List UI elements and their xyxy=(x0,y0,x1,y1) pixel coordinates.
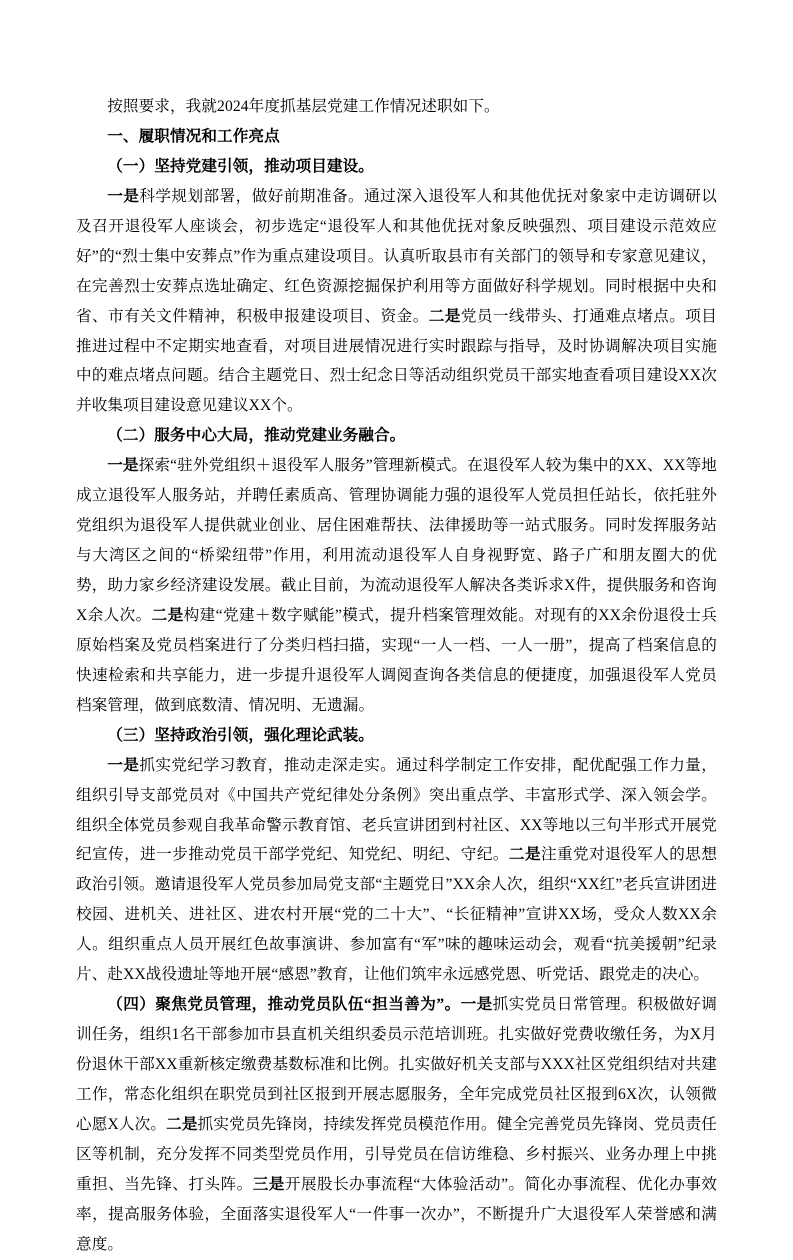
text-run: 注重党对退役军人的思想政治引领。邀请退役军人党员参加局党支部“主题党日”XX余人次，组织“XX红”老兵宣讲团进校园、进机关、进社区、进农村开展“党的二十大”、“长征精神”宣讲XX场，受众人数XX余人。组织重点人员开展红色故事演讲、参加富有“军”味的趣味运动会，观看“抗美援朝”纪录片、赴XX战役遗址等地开展“感恩”教育，让他们筑牢永远感党恩、听党话、跟党走的决心。 xyxy=(76,846,718,984)
document-body xyxy=(76,92,717,1260)
text-run: 一是 xyxy=(107,187,140,205)
paragraph-heading-1 xyxy=(76,122,717,152)
text-run: 三是 xyxy=(252,1175,285,1193)
paragraph-heading-1-2 xyxy=(76,421,717,451)
paragraph-para-1-1 xyxy=(76,182,717,422)
text-run: 按照要求，我就2024年度抓基层党建工作情况述职如下。 xyxy=(107,98,500,115)
text-run: 开展股长办事流程“大体验活动”。简化办事流程、优化办事效率，提高服务体验，全面落实退役军人“一件事一次办”，不断提升广大退役军人荣誉感和满意度。 xyxy=(76,1175,717,1253)
text-run: 科学规划部署，做好前期准备。通过深入退役军人和其他优抚对象家中走访调研以及召开退役军人座谈会，初步选定“退役军人和其他优抚对象反映强烈、项目建设示范效应好”的“烈士集中安葬点”作为重点建设项目。认真听取县市有关部门的领导和专家意见建议，在完善烈士安葬点选址确定、红色资源挖掘保护利用等方面做好科学规划。同时根据中央和省、市有关文件精神，积极申报建设项目、资金。 xyxy=(76,187,717,325)
text-run: 抓实党纪学习教育，推动走深走实。通过科学制定工作安排，配优配强工作力量，组织引导支部党员对《中国共产党纪律处分条例》突出重点学、丰富形式学、深入领会学。组织全体党员参观自我革命警示教育馆、老兵宣讲团到村社区、XX等地以三句半形式开展党纪宣传，进一步推动党员干部学党纪、知党纪、明纪、守纪。 xyxy=(76,756,717,864)
text-run: 一是 xyxy=(107,457,139,475)
text-run: 二是 xyxy=(508,846,541,864)
text-run: 二是 xyxy=(166,1115,198,1133)
paragraph-heading-1-3 xyxy=(76,721,717,751)
paragraph-para-1-3 xyxy=(76,751,717,991)
paragraph-para-1-2 xyxy=(76,451,717,720)
text-run: 一是 xyxy=(460,996,493,1014)
text-run: 抓实党员先锋岗，持续发挥党员模范作用。健全完善党员先锋岗、党员责任区等机制，充分发挥不同类型党员作用，引导党员在信访维稳、乡村振兴、业务办理上中挑重担、当先锋、打头阵。 xyxy=(76,1115,717,1193)
text-run: （一）坚持党建引领，推动项目建设。 xyxy=(107,157,374,175)
paragraph-heading-1-1 xyxy=(76,152,717,182)
text-run: 构建“党建＋数字赋能”模式，提升档案管理效能。对现有的XX余份退役士兵原始档案及党员档案进行了分类归档扫描，实现“一人一档、一人一册”，提高了档案信息的快速检索和共享能力，进一步提升退役军人调阅查询各类信息的便捷度，加强退役军人党员档案管理，做到底数清、情况明、无遗漏。 xyxy=(76,606,717,714)
text-run: 二是 xyxy=(151,606,184,624)
text-run: 一是 xyxy=(107,756,140,774)
text-run: 探索“驻外党组织＋退役军人服务”管理新模式。在退役军人较为集中的XX、XX等地成立退役军人服务站，并聘任素质高、管理协调能力强的退役军人党员担任站长，依托驻外党组织为退役军人提供就业创业、居住困难帮扶、法律援助等一站式服务。同时发挥服务站与大湾区之间的“桥梁纽带”作用，利用流动退役军人自身视野宽、路子广和朋友圈大的优势，助力家乡经济建设发展。截止目前，为流动退役军人解决各类诉求X件，提供服务和咨询X余人次。 xyxy=(76,457,717,624)
text-run: 党员一线带头、打通难点堵点。项目推进过程中不定期实地查看，对项目进展情况进行实时跟踪与指导，及时协调解决项目实施中的难点堵点问题。结合主题党日、烈士纪念日等活动组织党员干部实地查看项目建设XX次并收集项目建设意见建议XX个。 xyxy=(76,307,718,415)
paragraph-intro xyxy=(76,92,717,122)
text-run: 抓实党员日常管理。积极做好调训任务，组织1名干部参加市县直机关组织委员示范培训班。扎实做好党费收缴任务，为X月份退休干部XX重新核定缴费基数标准和比例。扎实做好机关支部与XXX社区党组织结对共建工作，常态化组织在职党员到社区报到开展志愿服务，全年完成党员社区报到6X次，认领微心愿X人次。 xyxy=(76,996,717,1133)
text-run: （四）聚焦党员管理，推动党员队伍“担当善为”。 xyxy=(107,996,461,1014)
text-run: 二是 xyxy=(428,307,461,325)
text-run: 一、履职情况和工作亮点 xyxy=(107,127,280,145)
text-run: （三）坚持政治引领，强化理论武装。 xyxy=(107,726,374,744)
text-run: （二）服务中心大局，推动党建业务融合。 xyxy=(107,427,406,445)
paragraph-para-1-4 xyxy=(76,990,717,1259)
